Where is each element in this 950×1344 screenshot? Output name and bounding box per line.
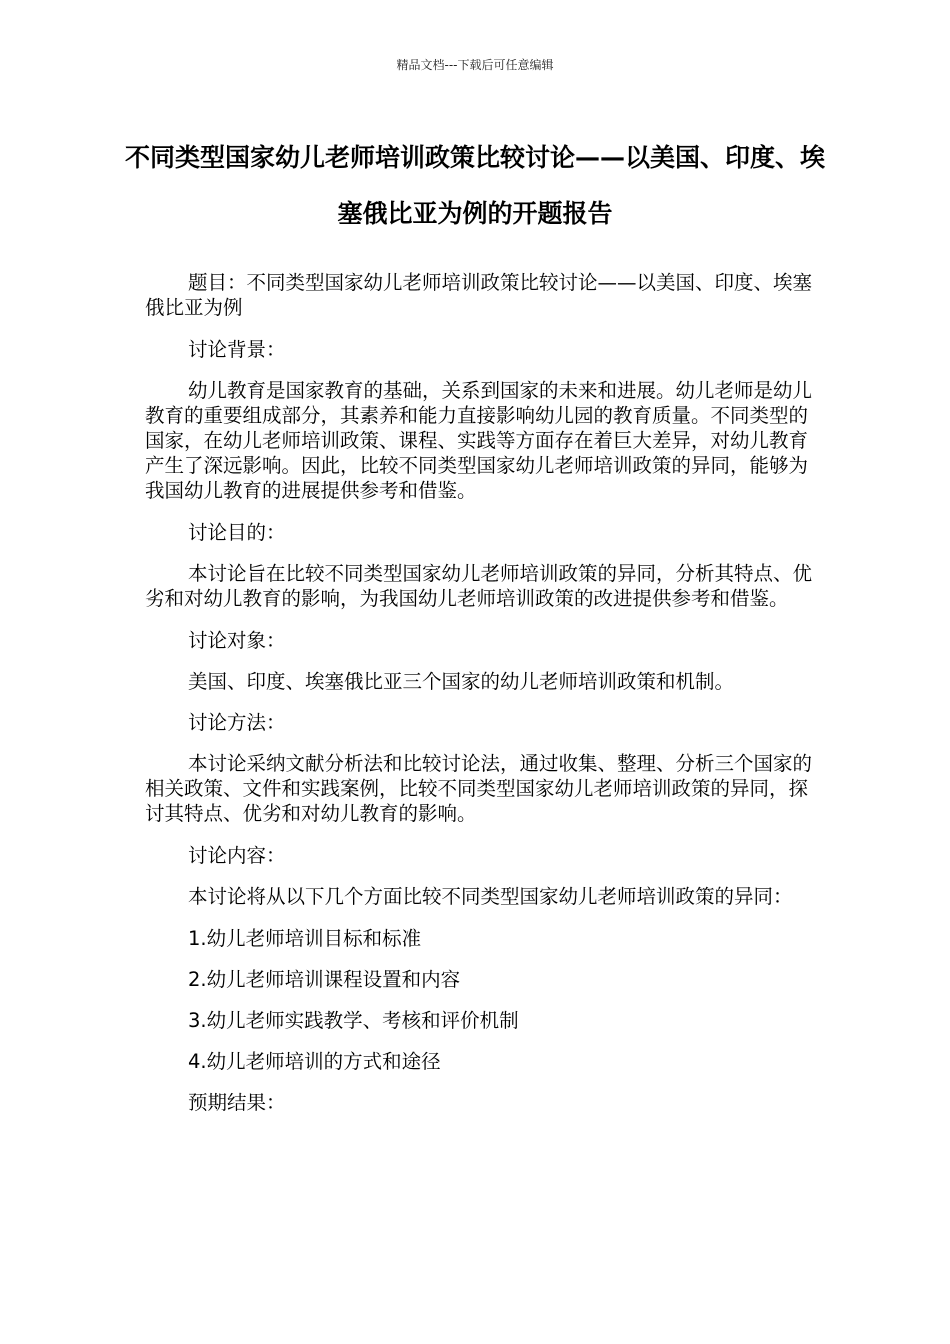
- document-title: 不同类型国家幼儿老师培训政策比较讨论——以美国、印度、埃塞俄比亚为例的开题报告: [124, 143, 825, 228]
- paragraph-background: 幼儿教育是国家教育的基础，关系到国家的未来和进展。幼儿老师是幼儿教育的重要组成部分，其素养和能力直接影响幼儿园的教育质量。不同类型的国家，在幼儿老师培训政策、课程、实践等方面存在着巨大差异，对幼儿教育产生了深远影响。因此，比较不同类型国家幼儿老师培训政策的异同，能够为我国幼儿教育的进展提供参考和借鉴。: [145, 379, 813, 502]
- paragraph-purpose: 本讨论旨在比较不同类型国家幼儿老师培训政策的异同，分析其特点、优劣和对幼儿教育的影响，为我国幼儿老师培训政策的改进提供参考和借鉴。: [145, 562, 813, 610]
- heading-method: 讨论方法：: [188, 711, 286, 734]
- list-item: 4.幼儿老师培训的方式和途径: [188, 1050, 441, 1073]
- heading-subjects: 讨论对象：: [188, 629, 286, 652]
- paragraph-subjects: 美国、印度、埃塞俄比亚三个国家的幼儿老师培训政策和机制。: [188, 670, 735, 693]
- list-item: 1.幼儿老师培训目标和标准: [188, 927, 422, 950]
- paragraph-method: 本讨论采纳文献分析法和比较讨论法，通过收集、整理、分析三个国家的相关政策、文件和实践案例，比较不同类型国家幼儿老师培训政策的异同，探讨其特点、优劣和对幼儿教育的影响。: [145, 752, 813, 825]
- list-item: 2.幼儿老师培训课程设置和内容: [188, 968, 461, 991]
- heading-purpose: 讨论目的：: [188, 521, 286, 544]
- list-item: 3.幼儿老师实践教学、考核和评价机制: [188, 1009, 519, 1032]
- paragraph-topic: 题目：不同类型国家幼儿老师培训政策比较讨论——以美国、印度、埃塞俄比亚为例: [145, 271, 813, 319]
- heading-expected-results: 预期结果：: [188, 1091, 286, 1114]
- paragraph-content-intro: 本讨论将从以下几个方面比较不同类型国家幼儿老师培训政策的异同：: [188, 885, 793, 908]
- header-note: 精品文档---下载后可任意编辑: [396, 58, 554, 72]
- heading-background: 讨论背景：: [188, 338, 286, 361]
- heading-content: 讨论内容：: [188, 844, 286, 867]
- document-body: [145, 270, 815, 1131]
